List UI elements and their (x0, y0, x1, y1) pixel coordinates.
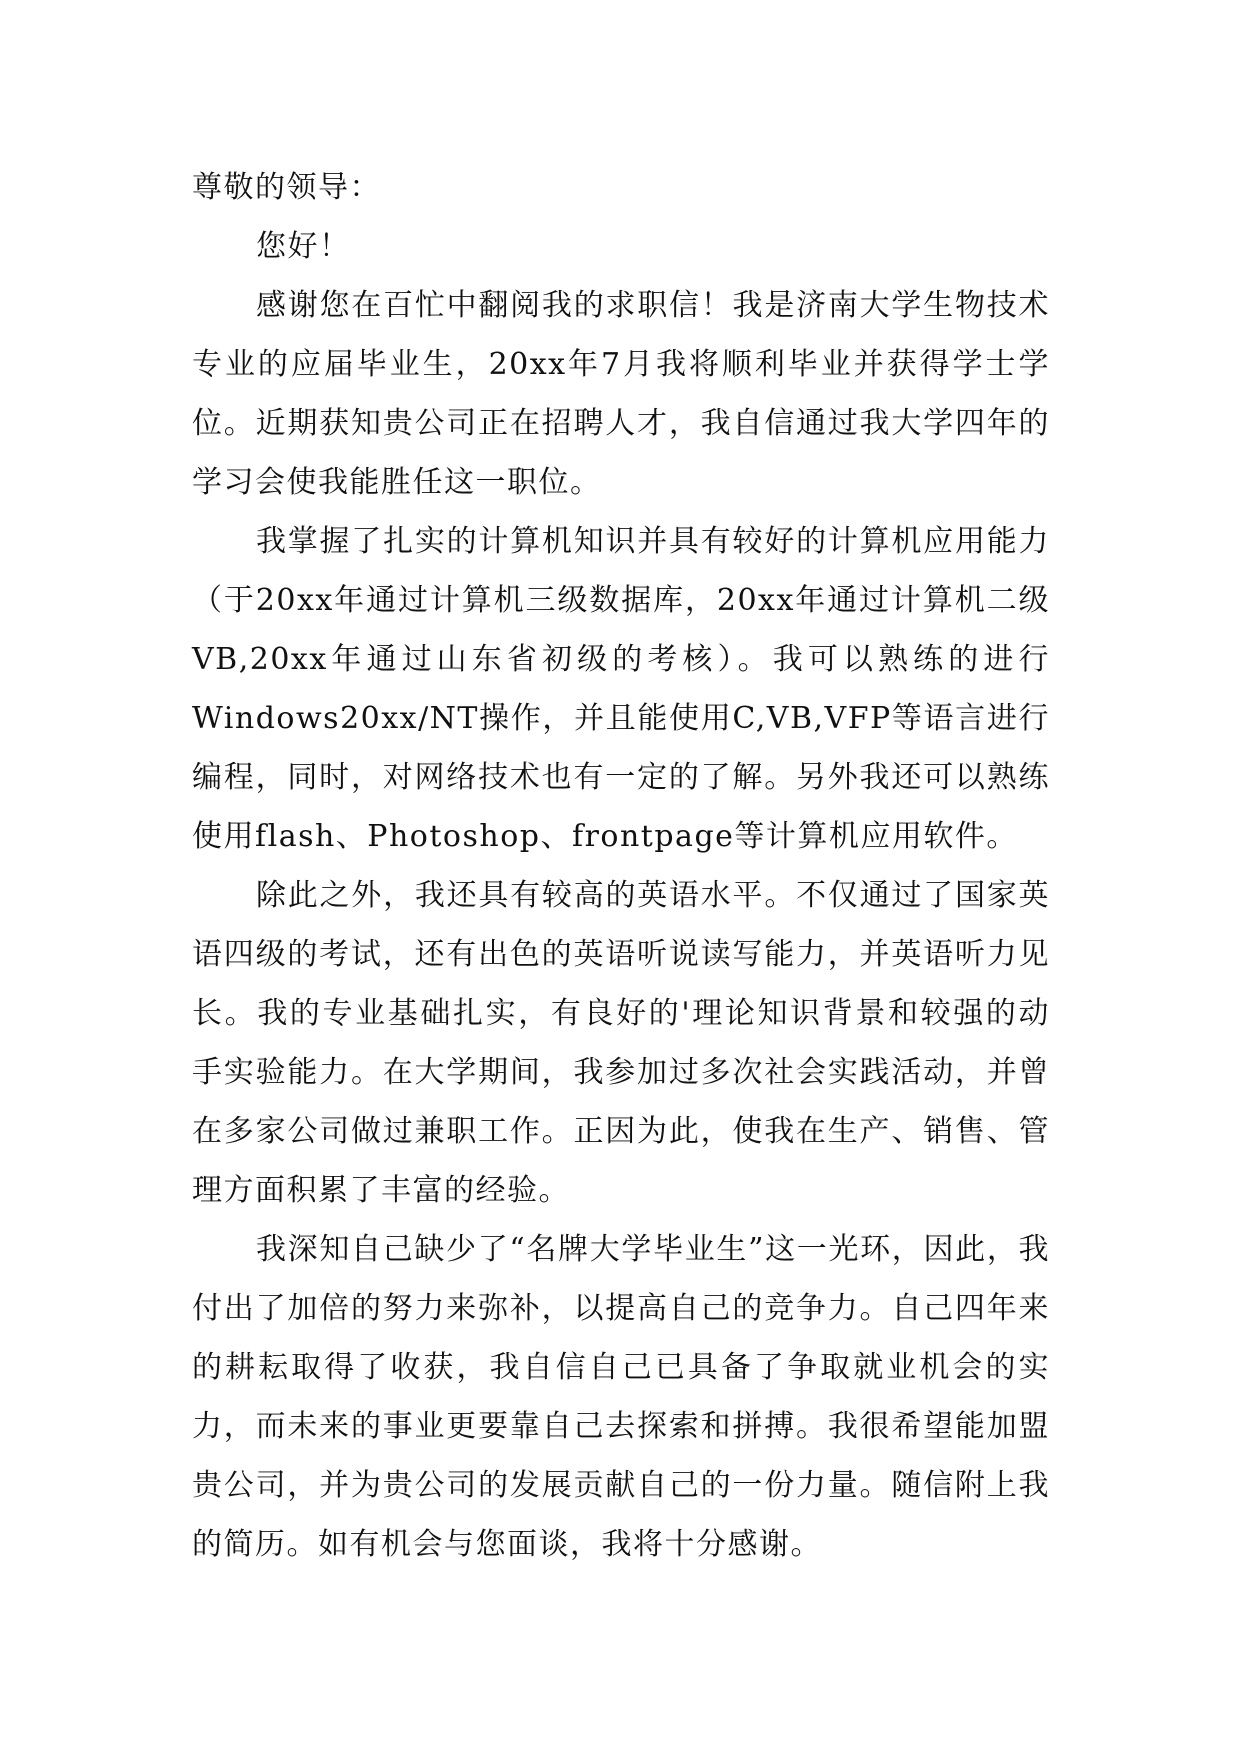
letter-paragraph-english-skills: 除此之外，我还具有较高的英语水平。不仅通过了国家英语四级的考试，还有出色的英语听说读写能力，并英语听力见长。我的专业基础扎实，有良好的'理论知识背景和较强的动手实验能力。在大学期间，我参加过多次社会实践活动，并曾在多家公司做过兼职工作。正因为此，使我在生产、销售、管理方面积累了丰富的经验。 (192, 878, 1050, 1208)
letter-paragraph-closing: 我深知自己缺少了“名牌大学毕业生”这一光环，因此，我付出了加倍的努力来弥补，以提高自己的竞争力。自己四年来的耕耘取得了收获，我自信自己已具备了争取就业机会的实力，而未来的事业更要靠自己去探索和拼搏。我很希望能加盟贵公司，并为贵公司的发展贡献自己的一份力量。随信附上我的简历。如有机会与您面谈，我将十分感谢。 (192, 1232, 1050, 1562)
letter-salutation: 尊敬的领导： (192, 170, 381, 205)
letter-paragraph-computer-skills: 我掌握了扎实的计算机知识并具有较好的计算机应用能力（于20xx年通过计算机三级数据库，20xx年通过计算机二级VB,20xx年通过山东省初级的考核）。我可以熟练的进行Windows20xx/NT操作，并且能使用C,VB,VFP等语言进行编程，同时，对网络技术也有一定的了解。另外我还可以熟练使用flash、Photoshop、frontpage等计算机应用软件。 (192, 524, 1050, 854)
cover-letter (192, 158, 1050, 1574)
letter-greeting: 您好！ (256, 229, 351, 264)
letter-paragraph-intro: 感谢您在百忙中翻阅我的求职信！我是济南大学生物技术专业的应届毕业生，20xx年7月我将顺利毕业并获得学士学位。近期获知贵公司正在招聘人才，我自信通过我大学四年的学习会使我能胜任这一职位。 (192, 288, 1050, 500)
